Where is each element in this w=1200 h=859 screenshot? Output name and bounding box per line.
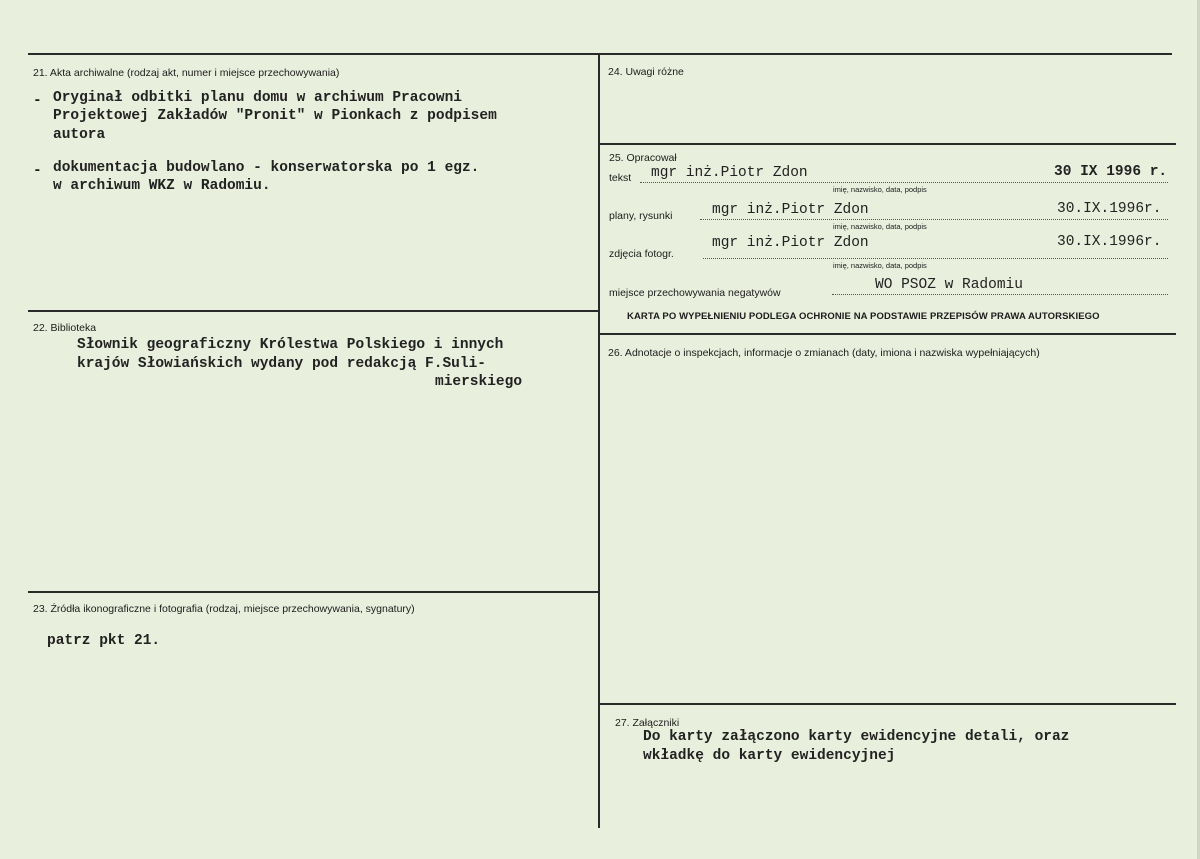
tekst-label: tekst xyxy=(609,172,632,184)
rule-26-27 xyxy=(600,703,1176,705)
section-27-label: 27. Załączniki xyxy=(615,717,680,729)
tekst-caption: imię, nazwisko, data, podpis xyxy=(833,185,927,194)
plany-author: mgr inż.Piotr Zdon xyxy=(712,202,869,218)
library-line-2: krajów Słowiańskich wydany pod redakcją F.Suli- xyxy=(77,356,486,372)
vertical-divider xyxy=(598,53,600,828)
zdjecia-line xyxy=(703,258,1168,259)
archive-item-2-line-1: dokumentacja budowlano - konserwatorska po 1 egz. xyxy=(53,160,480,176)
rule-25-26 xyxy=(600,333,1176,335)
section-24-label: 24. Uwagi różne xyxy=(608,66,684,78)
list-bullet-1: - xyxy=(33,93,42,109)
iconography-text: patrz pkt 21. xyxy=(47,633,161,649)
plany-label: plany, rysunki xyxy=(609,210,673,222)
zdjecia-caption: imię, nazwisko, data, podpis xyxy=(833,261,927,270)
negatywy-label: miejsce przechowywania negatywów xyxy=(609,287,781,299)
tekst-date: 30 IX 1996 r. xyxy=(1054,164,1168,180)
rule-24-25 xyxy=(600,143,1176,145)
zdjecia-author: mgr inż.Piotr Zdon xyxy=(712,235,869,251)
copyright-note: KARTA PO WYPEŁNIENIU PODLEGA OCHRONIE NA PODSTAWIE PRZEPISÓW PRAWA AUTORSKIEGO xyxy=(627,311,1100,322)
archive-item-1-line-1: Oryginał odbitki planu domu w archiwum Pracowni xyxy=(53,90,462,106)
section-26-label: 26. Adnotacje o inspekcjach, informacje o zmianach (daty, imiona i nazwiska wypełniających) xyxy=(608,347,1040,359)
list-bullet-2: - xyxy=(33,163,42,179)
attachments-line-1: Do karty załączono karty ewidencyjne detali, oraz xyxy=(643,729,1070,745)
tekst-author: mgr inż.Piotr Zdon xyxy=(651,165,808,181)
zdjecia-label: zdjęcia fotogr. xyxy=(609,248,674,260)
plany-date: 30.IX.1996r. xyxy=(1057,201,1162,217)
section-21-label: 21. Akta archiwalne (rodzaj akt, numer i miejsce przechowywania) xyxy=(33,67,340,79)
library-line-1: Słownik geograficzny Królestwa Polskiego i innych xyxy=(77,337,504,353)
rule-21-22 xyxy=(28,310,599,312)
top-rule xyxy=(28,53,1172,55)
negatywy-value: WO PSOZ w Radomiu xyxy=(875,277,1023,293)
section-23-label: 23. Źródła ikonograficzne i fotografia (rodzaj, miejsce przechowywania, sygnatury) xyxy=(33,603,415,615)
section-22-label: 22. Biblioteka xyxy=(33,322,97,334)
zdjecia-date: 30.IX.1996r. xyxy=(1057,234,1162,250)
plany-caption: imię, nazwisko, data, podpis xyxy=(833,222,927,231)
library-line-3: mierskiego xyxy=(435,374,523,390)
archive-item-2-line-2: w archiwum WKZ w Radomiu. xyxy=(53,178,271,194)
section-25-label: 25. Opracował xyxy=(609,152,677,164)
attachments-line-2: wkładkę do karty ewidencyjnej xyxy=(643,748,896,764)
archive-item-1-line-2: Projektowej Zakładów "Pronit" w Pionkach z podpisem xyxy=(53,108,497,124)
rule-22-23 xyxy=(28,591,599,593)
archive-item-1-line-3: autora xyxy=(53,127,106,143)
